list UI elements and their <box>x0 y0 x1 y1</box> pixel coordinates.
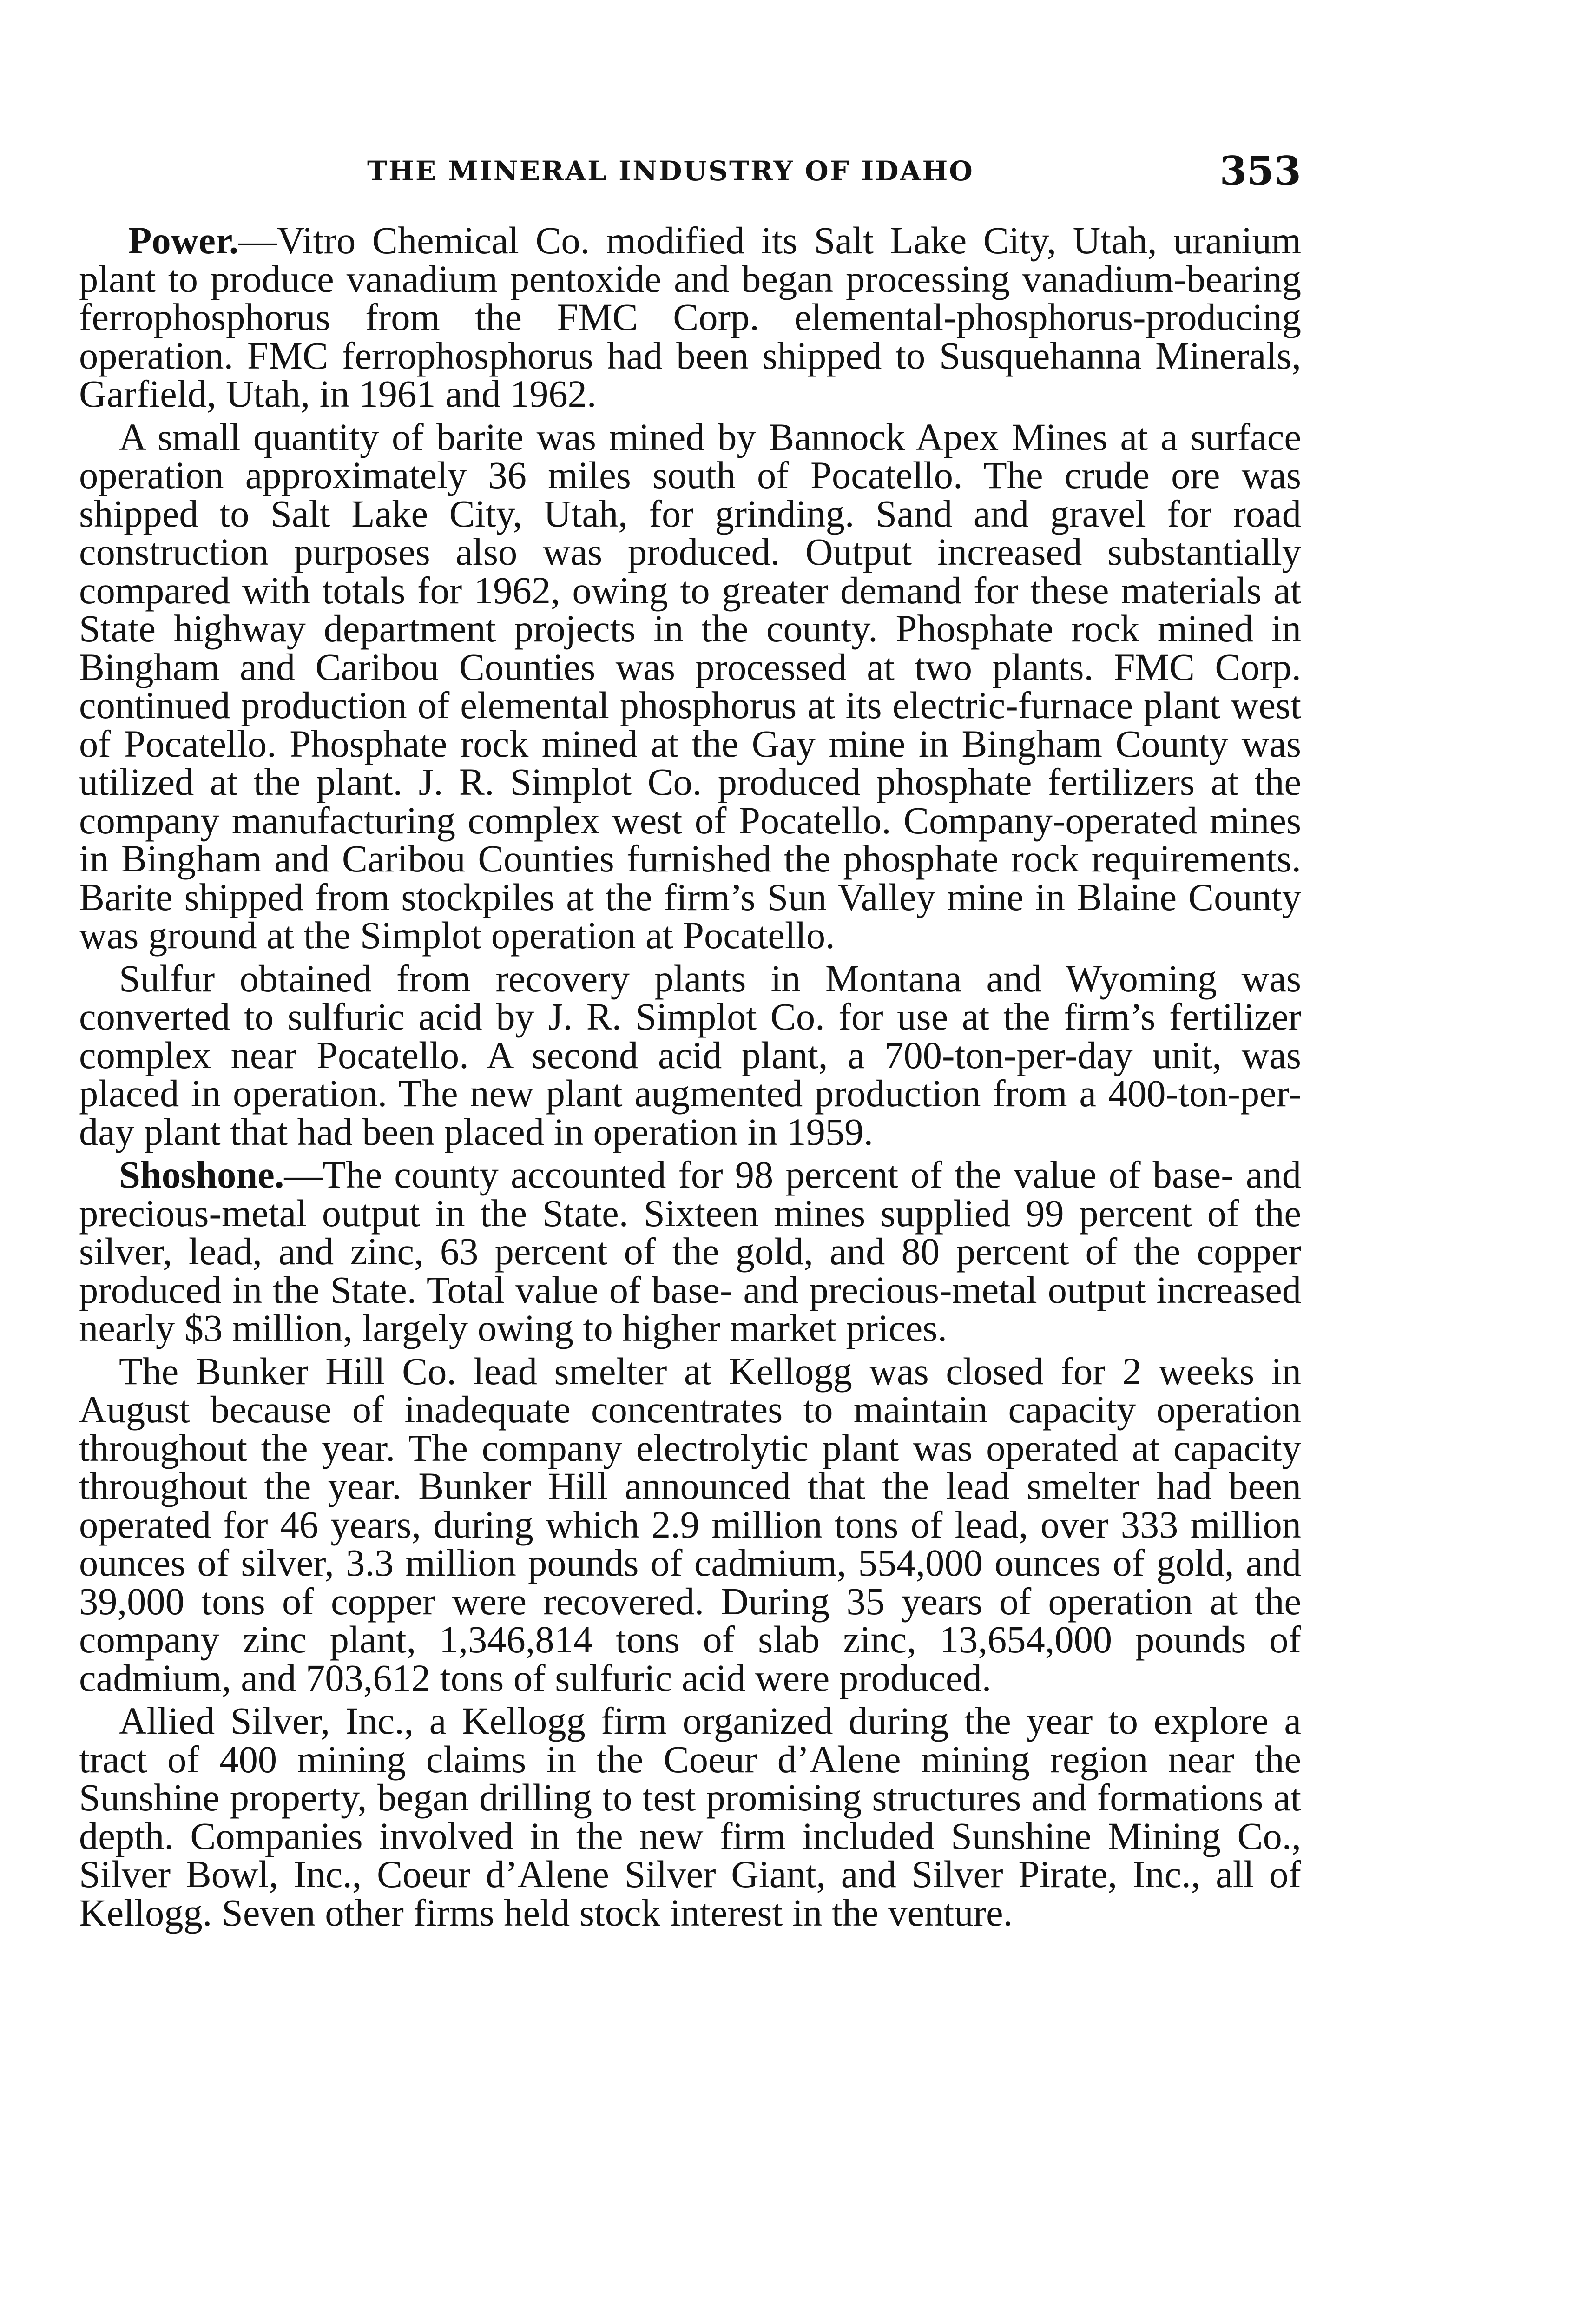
paragraph-text: Sulfur obtained from recovery plants in Montana and Wyoming was converted to sulfuric acid by J. R. Simplot Co. for use at the firm’s fertilizer complex near Pocatello. A second acid plant, a 700-ton-per-day unit, was placed in operation. The new plant augmented production from a 400-ton-per-day plant that had been placed in operation in 1959. <box>79 957 1301 1153</box>
paragraph-barite-phosphate <box>79 415 1301 957</box>
paragraph-text: A small quantity of barite was mined by Bannock Apex Mines at a surface operation approximately 36 miles south of Pocatello. The crude ore was shipped to Salt Lake City, Utah, for grinding. Sand and gravel for road construction purposes also was produced. Output increased substantially compared with totals for 1962, owing to greater demand for these materials at State highway department projects in the county. Phosphate rock mined in Bingham and Caribou Counties was processed at two plants. FMC Corp. continued production of elemental phosphorus at its electric-furnace plant west of Pocatello. Phosphate rock mined at the Gay mine in Bingham County was utilized at the plant. J. R. Simplot Co. produced phosphate fertilizers at the company manufacturing complex west of Pocatello. Company-operated mines in Bingham and Caribou Counties furnished the phosphate rock requirements. Barite shipped from stockpiles at the firm’s Sun Valley mine in Blaine County was ground at the Simplot operation at Pocatello. <box>79 415 1301 957</box>
page-number: 353 <box>1219 148 1301 194</box>
paragraph-sulfur <box>79 959 1301 1151</box>
running-header <box>79 148 1301 199</box>
paragraph-allied-silver <box>79 1699 1301 1934</box>
paragraph-text: The Bunker Hill Co. lead smelter at Kellogg was closed for 2 weeks in August because of inadequate concentrates to maintain capacity operation throughout the year. The company electrolytic plant was operated at capacity throughout the year. Bunker Hill announced that the lead smelter had been operated for 46 years, during which 2.9 million tons of lead, over 333 million ounces of silver, 3.3 million pounds of cadmium, 554,000 ounces of gold, and 39,000 tons of copper were recovered. During 35 years of operation at the company zinc plant, 1,346,814 tons of slab zinc, 13,654,000 pounds of cadmium, and 703,612 tons of sulfuric acid were produced. <box>79 1349 1301 1699</box>
section-heading-power: Power. <box>128 219 239 262</box>
paragraph-bunker-hill <box>79 1349 1301 1699</box>
section-heading-shoshone: Shoshone. <box>119 1153 284 1196</box>
paragraph-text: —Vitro Chemical Co. modified its Salt Lake City, Utah, uranium plant to produce vanadium pentoxide and began processing vanadium-bearing ferrophosphorus from the FMC Corp. elemental-phosphorus-producing operation. FMC ferrophosphorus had been shipped to Susquehanna Minerals, Garfield, Utah, in 1961 and 1962. <box>79 219 1301 415</box>
paragraph-power <box>79 221 1301 413</box>
paragraph-text: Allied Silver, Inc., a Kellogg firm organized during the year to explore a tract of 400 mining claims in the Coeur d’Alene mining region near the Sunshine property, began drilling to test promising structures and formations at depth. Companies involved in the new firm included Sunshine Mining Co., Silver Bowl, Inc., Coeur d’Alene Silver Giant, and Silver Pirate, Inc., all of Kellogg. Seven other firms held stock interest in the venture. <box>79 1699 1301 1934</box>
paragraph-shoshone <box>79 1155 1301 1347</box>
body-text <box>79 221 1301 1936</box>
paragraph-text: —The county accounted for 98 percent of the value of base- and precious-metal output in the State. Sixteen mines supplied 99 percent of the silver, lead, and zinc, 63 percent of the gold, and 80 percent of the copper produced in the State. Total value of base- and precious-metal output increased nearly $3 million, largely owing to higher market prices. <box>79 1153 1301 1349</box>
running-title: THE MINERAL INDUSTRY OF IDAHO <box>367 155 974 187</box>
